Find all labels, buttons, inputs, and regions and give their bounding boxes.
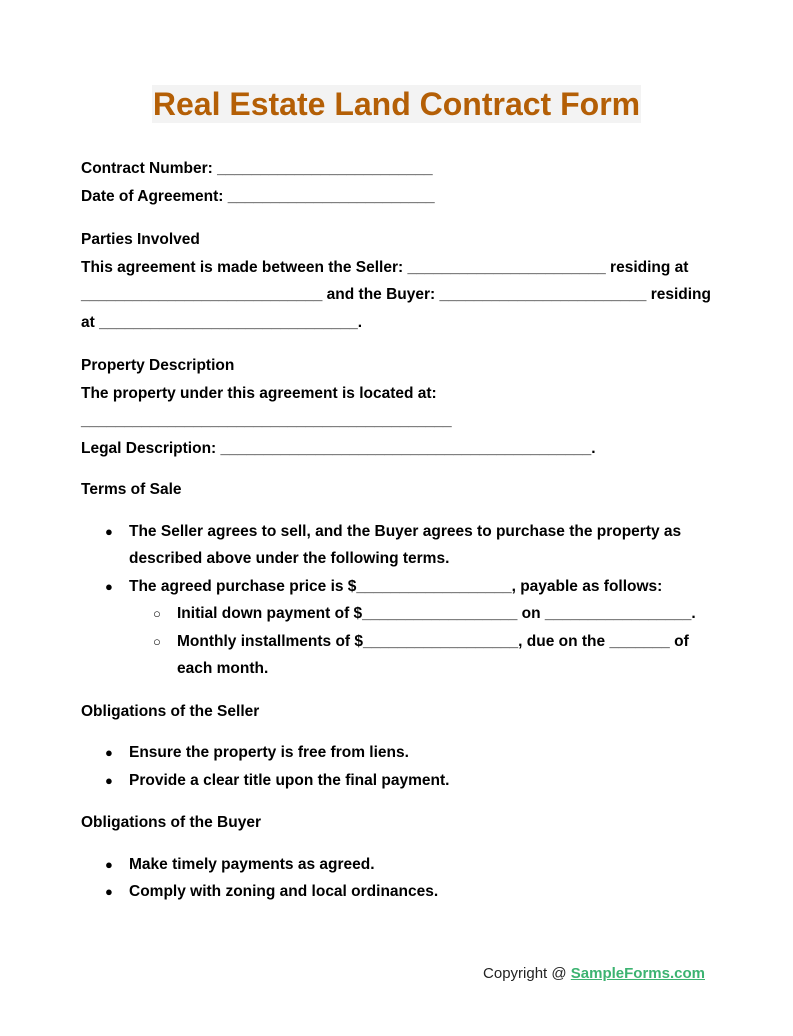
terms-list (81, 518, 711, 683)
document-body (81, 155, 711, 906)
list-item: ○ Initial down payment of $__________________ on _________________. (177, 600, 711, 628)
document-title: Real Estate Land Contract Form (152, 86, 641, 122)
parties-heading: Parties Involved (81, 231, 200, 248)
legal-description: Legal Description: ___________________________________________. (81, 439, 596, 457)
list-item: ○ Monthly installments of $__________________, due on the _______ of each month. (177, 628, 711, 683)
list-item: ● Make timely payments as agreed. (129, 851, 711, 879)
copyright-text: Copyright @ (483, 965, 571, 982)
property-location: The property under this agreement is located at: ___________________________________________ (81, 384, 452, 429)
list-item: ● Ensure the property is free from liens. (129, 739, 711, 767)
buyer-obligations-list (81, 851, 711, 906)
seller-obligations-list (81, 739, 711, 794)
footer-copyright (483, 965, 705, 982)
brand-link[interactable]: SampleForms.com (570, 965, 705, 982)
seller-obligations-heading: Obligations of the Seller (81, 702, 260, 720)
seller-obligations-section (81, 698, 711, 795)
list-item: ● Comply with zoning and local ordinances. (129, 878, 711, 906)
list-item: ● Provide a clear title upon the final payment. (129, 767, 711, 795)
property-heading: Property Description (81, 357, 235, 374)
date-of-agreement-field[interactable]: Date of Agreement: ________________________ (81, 187, 435, 205)
list-item (129, 573, 711, 683)
contract-number-field[interactable]: Contract Number: _________________________ (81, 160, 433, 177)
buyer-obligations-section (81, 809, 711, 906)
purchase-price-text: The agreed purchase price is $__________________, payable as follows: (129, 577, 663, 595)
property-section (81, 352, 711, 462)
list-item: ● The Seller agrees to sell, and the Buyer agrees to purchase the property as described above under the following terms. (129, 518, 711, 573)
parties-text: This agreement is made between the Seller: _______________________ residing at ____________________________ and the Buyer: ________________________ residing at ______________________________. (81, 258, 711, 331)
payment-sublist (129, 600, 711, 683)
buyer-obligations-heading: Obligations of the Buyer (81, 814, 261, 831)
parties-section (81, 226, 711, 336)
terms-heading: Terms of Sale (81, 481, 182, 498)
title-wrapper (0, 85, 793, 123)
terms-section (81, 476, 711, 683)
